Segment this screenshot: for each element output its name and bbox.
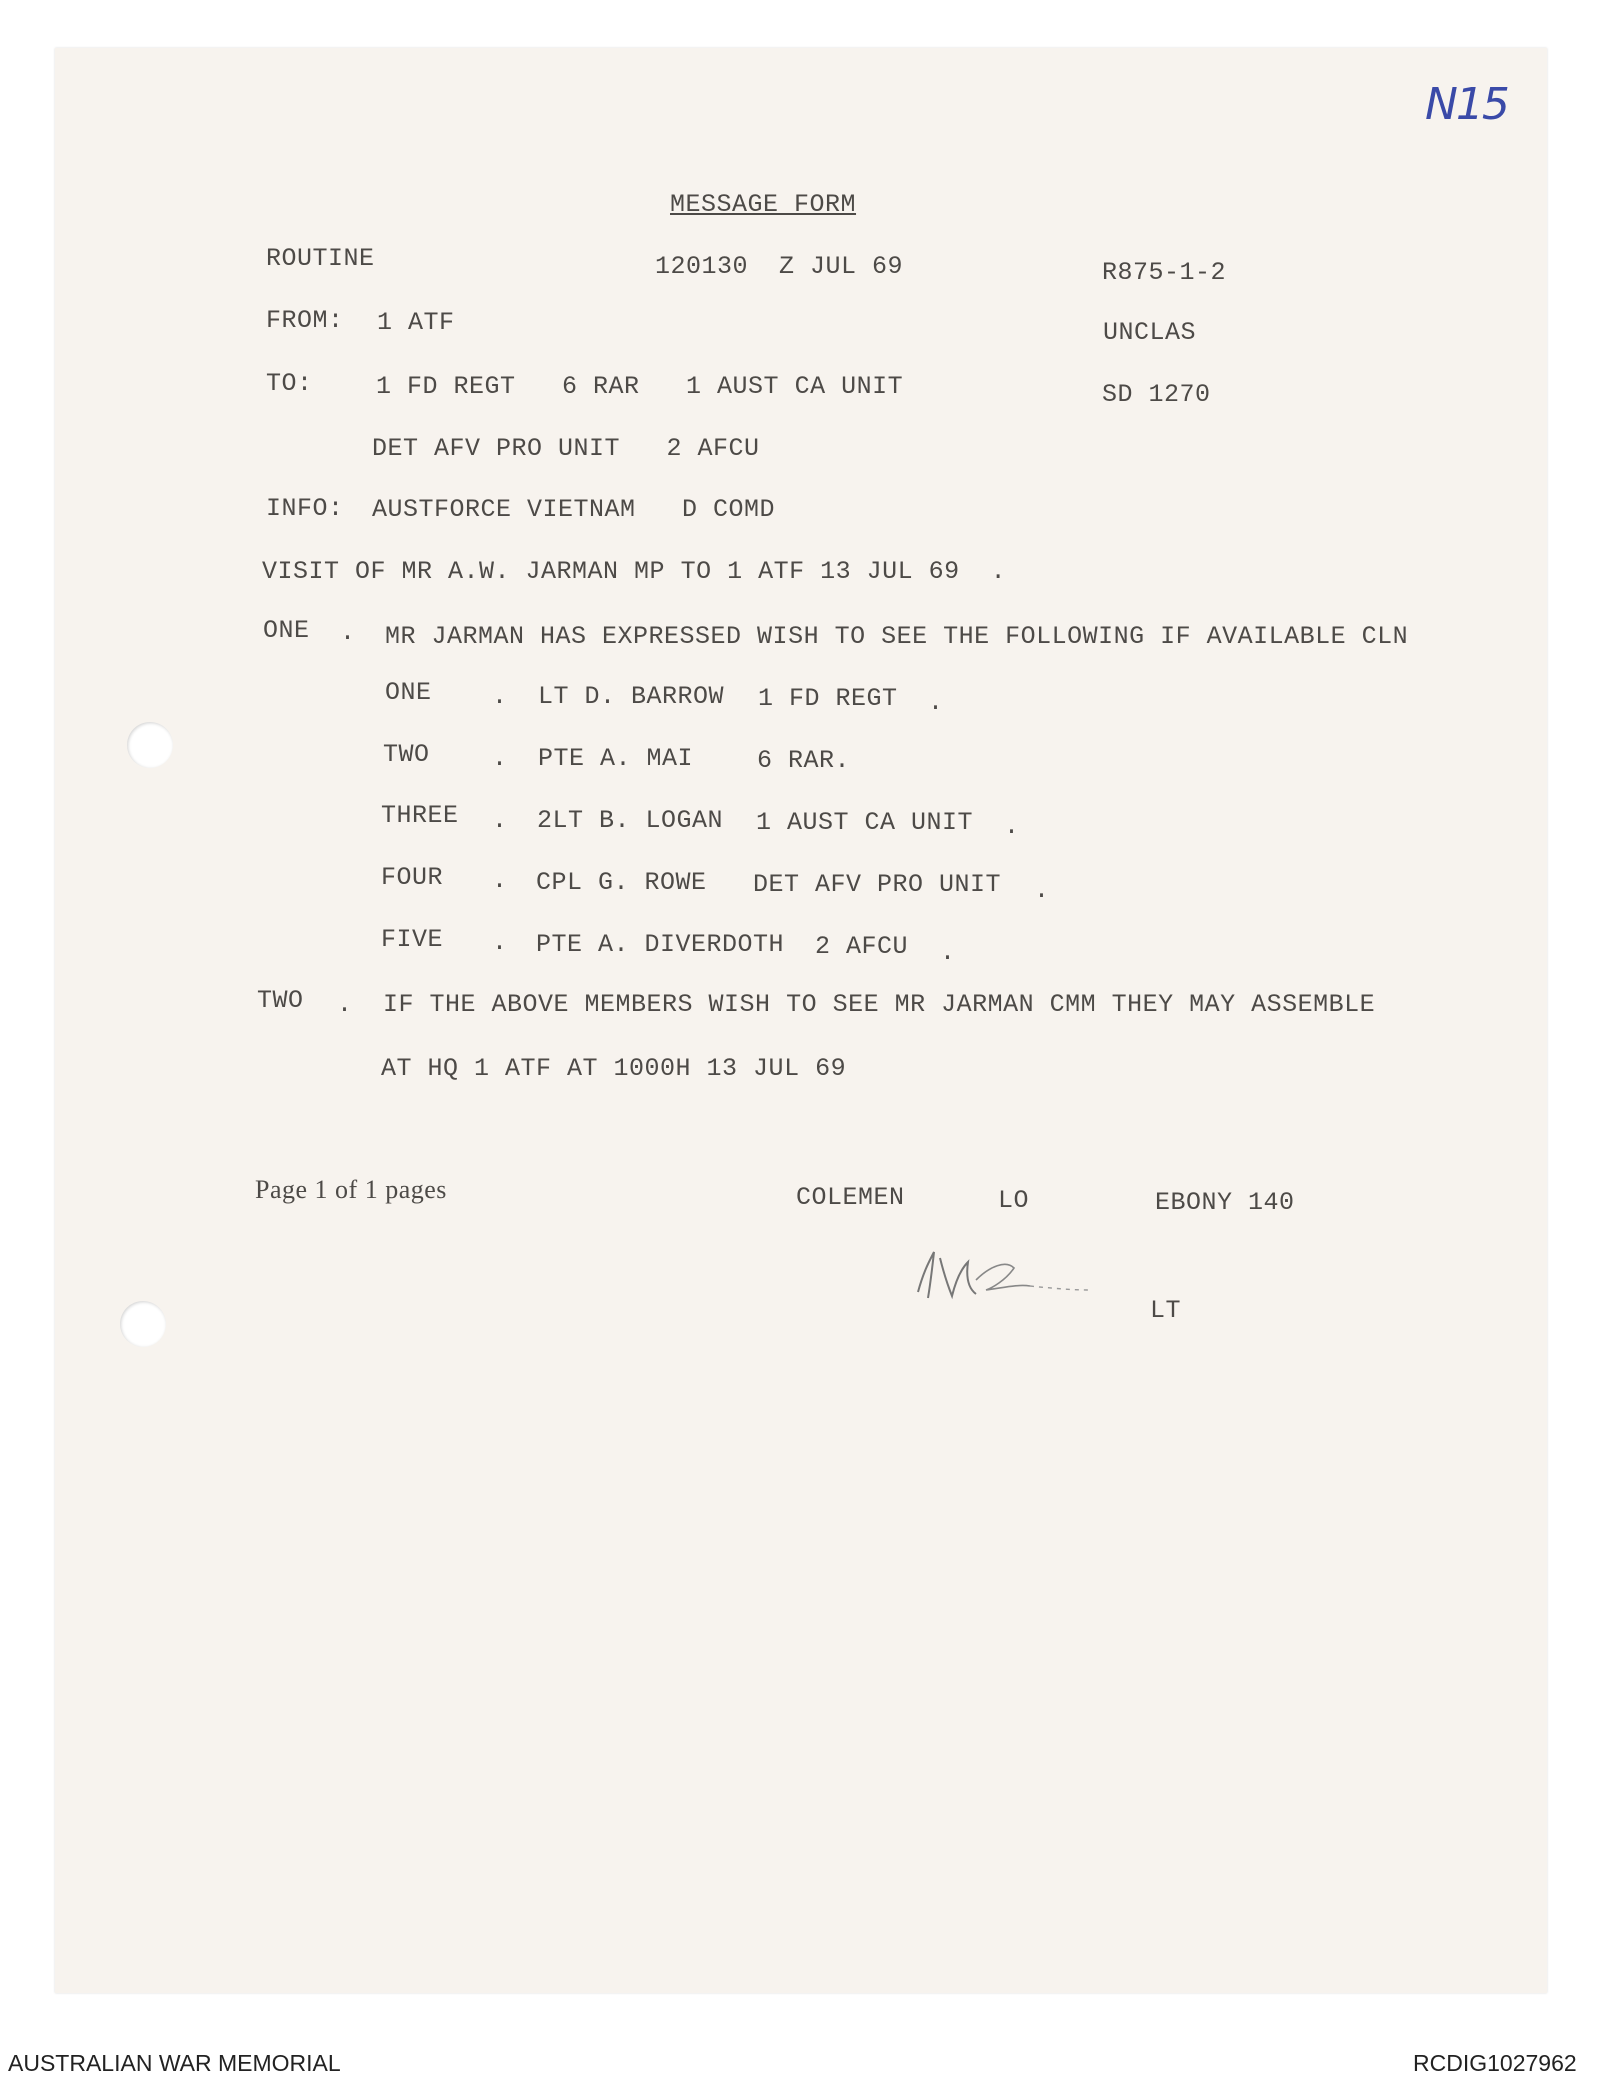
- page-count: Page 1 of 1 pages: [255, 1175, 447, 1204]
- item-name: LT D. BARROW: [538, 682, 725, 711]
- item-name: PTE A. MAI: [538, 744, 694, 773]
- paragraph-dot: .: [337, 990, 353, 1019]
- originator-appointment: LO: [998, 1186, 1030, 1215]
- handwritten-annotation: N15: [1425, 79, 1508, 130]
- item-number: TWO: [383, 740, 430, 769]
- originator-phone: EBONY 140: [1155, 1188, 1295, 1217]
- item-unit: DET AFV PRO UNIT: [753, 870, 1002, 899]
- paragraph-text: IF THE ABOVE MEMBERS WISH TO SEE MR JARMAN CMM THEY MAY ASSEMBLE: [383, 990, 1376, 1019]
- serial-number: SD 1270: [1102, 380, 1211, 409]
- item-dot: .: [492, 682, 508, 711]
- signature-rank: LT: [1150, 1296, 1182, 1325]
- item-name: 2LT B. LOGAN: [537, 806, 724, 835]
- to-recipients-line-2: DET AFV PRO UNIT 2 AFCU: [372, 434, 760, 463]
- item-dot: .: [492, 928, 508, 957]
- item-number: ONE: [385, 678, 432, 707]
- reference-number: R875-1-2: [1102, 258, 1227, 287]
- paragraph-text: MR JARMAN HAS EXPRESSED WISH TO SEE THE FOLLOWING IF AVAILABLE CLN: [385, 622, 1409, 651]
- item-number: FIVE: [381, 925, 444, 954]
- item-end: .: [1034, 876, 1050, 905]
- item-dot: .: [492, 866, 508, 895]
- item-unit: 1 AUST CA UNIT: [756, 808, 974, 837]
- classification: UNCLAS: [1103, 318, 1197, 347]
- paragraph-text-continued: AT HQ 1 ATF AT 1000H 13 JUL 69: [381, 1054, 847, 1083]
- paragraph-number: ONE: [263, 616, 310, 645]
- document-page: [55, 48, 1547, 1993]
- paragraph-dot: .: [340, 618, 356, 647]
- to-recipients-line-1: 1 FD REGT 6 RAR 1 AUST CA UNIT: [376, 372, 904, 401]
- from-value: 1 ATF: [377, 308, 455, 337]
- message-subject: VISIT OF MR A.W. JARMAN MP TO 1 ATF 13 JUL 69 .: [262, 557, 1007, 586]
- signature-image: [910, 1240, 1130, 1320]
- date-time-group: 120130 Z JUL 69: [655, 252, 904, 281]
- item-name: PTE A. DIVERDOTH: [536, 930, 785, 959]
- item-number: FOUR: [381, 863, 444, 892]
- item-end: .: [1004, 812, 1020, 841]
- archive-name: AUSTRALIAN WAR MEMORIAL: [8, 2050, 341, 2076]
- item-dot: .: [492, 806, 508, 835]
- form-title: MESSAGE FORM: [670, 190, 857, 219]
- item-unit: 6 RAR.: [757, 746, 851, 775]
- item-end: .: [928, 688, 944, 717]
- item-unit: 1 FD REGT: [758, 684, 898, 713]
- item-unit: 2 AFCU: [815, 932, 909, 961]
- item-name: CPL G. ROWE: [536, 868, 707, 897]
- precedence: ROUTINE: [266, 244, 375, 273]
- paragraph-number: TWO: [257, 986, 304, 1015]
- to-label: TO:: [266, 369, 313, 398]
- punch-hole-top: [127, 722, 173, 768]
- archive-id: RCDIG1027962: [1413, 2050, 1577, 2076]
- punch-hole-bottom: [120, 1301, 166, 1347]
- info-recipients: AUSTFORCE VIETNAM D COMD: [372, 495, 776, 524]
- originator-name: COLEMEN: [796, 1183, 905, 1212]
- from-label: FROM:: [266, 306, 344, 335]
- item-end: .: [940, 938, 956, 967]
- item-dot: .: [492, 744, 508, 773]
- item-number: THREE: [381, 801, 459, 830]
- info-label: INFO:: [266, 494, 344, 523]
